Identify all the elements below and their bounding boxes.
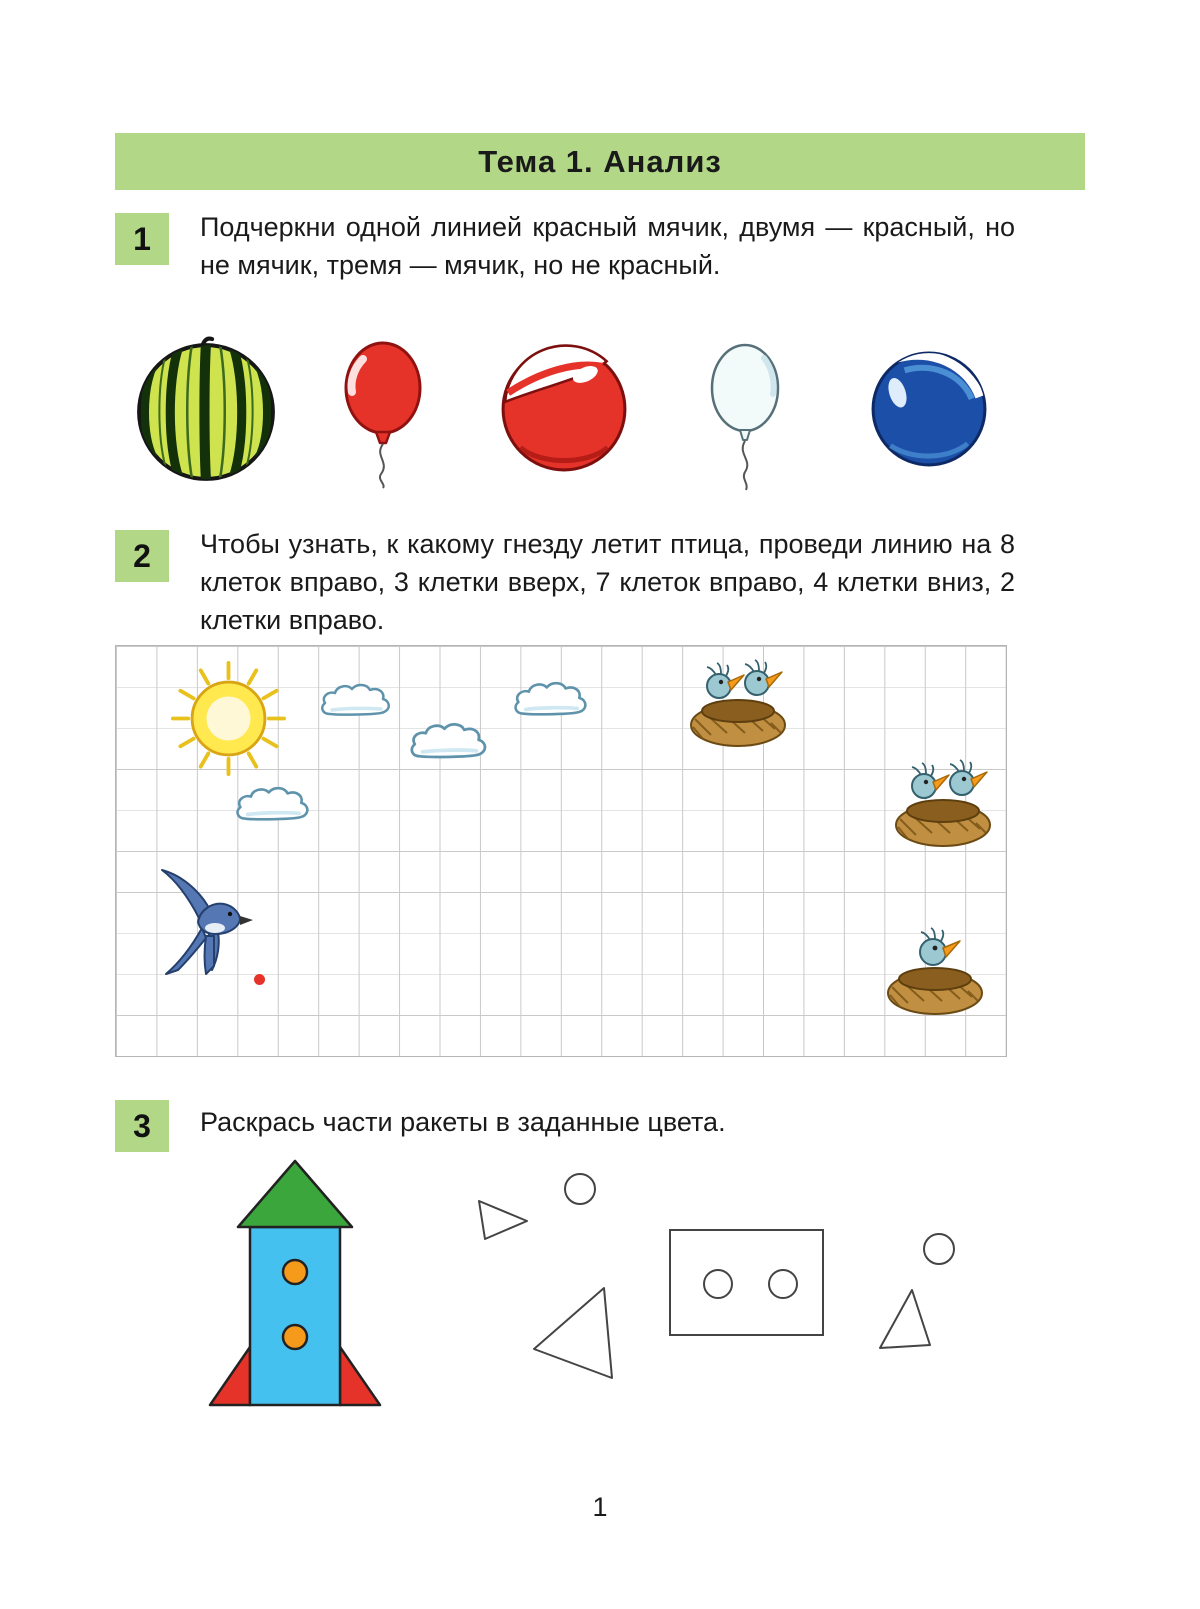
- task-2-number-label: 2: [133, 537, 151, 574]
- task-2-number: [115, 530, 169, 582]
- rocket-illustration: [200, 1155, 390, 1410]
- small-circle-outline: [922, 1232, 956, 1266]
- white-balloon-illustration: [700, 340, 790, 492]
- topic-header: [115, 133, 1085, 190]
- task-3-figures: [115, 1150, 1085, 1420]
- swallow-illustration: [154, 864, 264, 994]
- task-1-text: Подчеркни одной линией красный мячик, двумя — красный, но не мячик, тремя — мячик, но не красный.: [200, 212, 1015, 280]
- watermelon-illustration: [130, 335, 282, 487]
- nest-two-chicks-illustration: [886, 756, 1001, 851]
- cloud-icon: [316, 681, 398, 721]
- rectangle-with-two-circles-outline: [668, 1228, 826, 1338]
- task-1-number: [115, 213, 169, 265]
- topic-header-title: Тема 1. Анализ: [478, 143, 722, 179]
- nest-two-chicks-illustration: [681, 656, 796, 751]
- task-3-number: [115, 1100, 169, 1152]
- task-1-number-label: 1: [133, 220, 151, 257]
- red-start-dot: [254, 974, 265, 985]
- small-circle-outline: [563, 1172, 597, 1206]
- task-3-text: Раскрась части ракеты в заданные цвета.: [200, 1107, 726, 1137]
- large-triangle-outline: [530, 1285, 620, 1385]
- nest-one-chick-illustration: [878, 924, 993, 1019]
- task-3-number-label: 3: [133, 1107, 151, 1144]
- task-2-text: Чтобы узнать, к какому гнезду летит птица, проведи линию на 8 клеток вправо, 3 клетки вверх, 7 клеток вправо, 4 клетки вниз, 2 клетки вправо.: [200, 529, 1015, 635]
- red-white-ball-illustration: [498, 343, 630, 475]
- task-1-pictures: [115, 330, 1085, 495]
- grid-field: [115, 645, 1007, 1057]
- cloud-icon: [508, 679, 596, 721]
- cloud-icon: [404, 720, 496, 764]
- small-triangle-outline: [877, 1285, 935, 1353]
- page-number: 1: [592, 1492, 608, 1522]
- blue-ball-illustration: [868, 348, 990, 470]
- small-triangle-outline: [475, 1195, 535, 1245]
- cloud-icon: [231, 784, 317, 826]
- sun-illustration: [171, 661, 286, 776]
- red-balloon-illustration: [333, 338, 433, 490]
